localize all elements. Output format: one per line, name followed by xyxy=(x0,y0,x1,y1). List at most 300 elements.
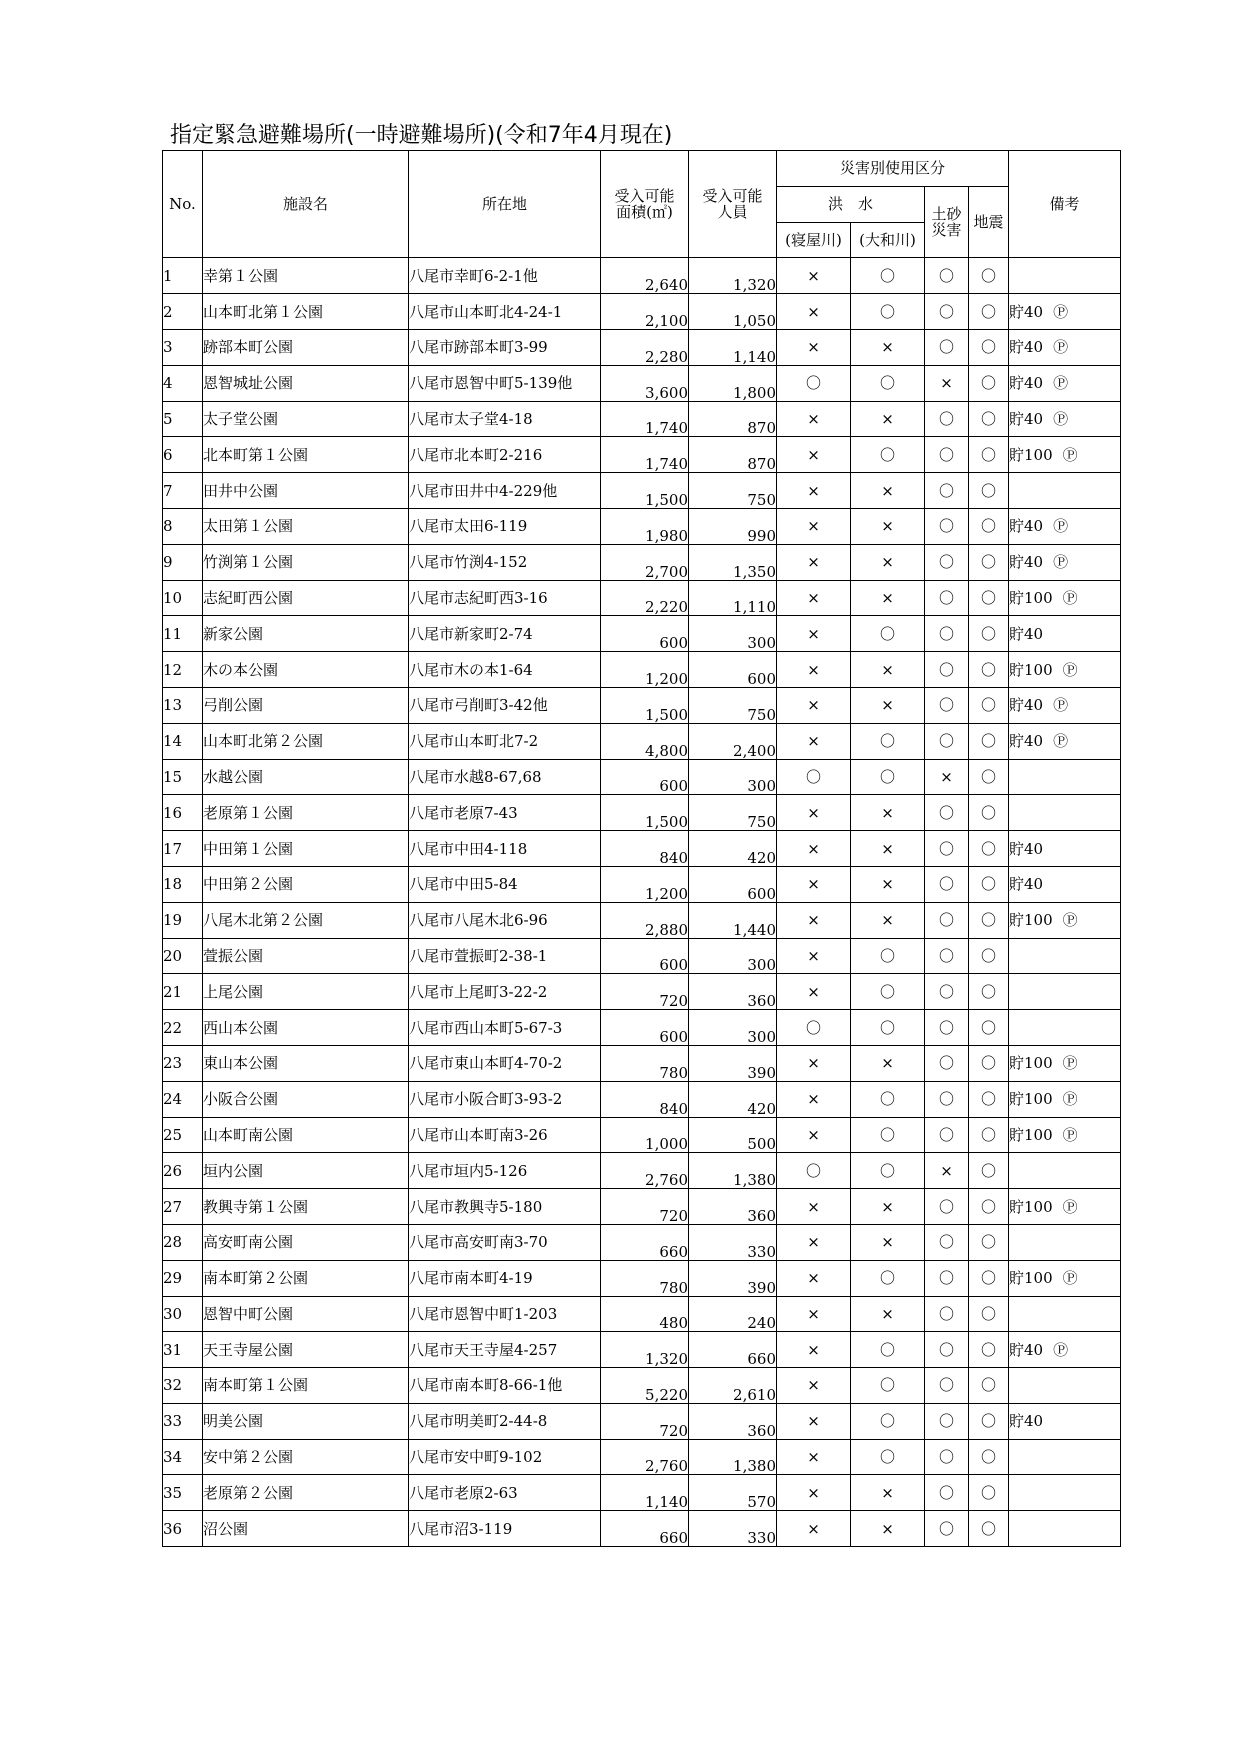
cell-remarks xyxy=(1009,1403,1121,1439)
cell-remarks xyxy=(1009,1475,1121,1511)
cell-area: 780 xyxy=(601,1260,689,1296)
cell-remarks xyxy=(1009,1511,1121,1547)
cell-people: 990 xyxy=(689,508,777,544)
cell-earthquake: 〇 xyxy=(969,1224,1009,1260)
cell-landslide: × xyxy=(925,365,969,401)
cell-remarks xyxy=(1009,1439,1121,1475)
cell-landslide: 〇 xyxy=(925,795,969,831)
cell-area: 1,000 xyxy=(601,1117,689,1153)
remarks-storage: 貯100 xyxy=(1009,1269,1053,1288)
cell-flood-neya: × xyxy=(777,1045,851,1081)
cell-remarks xyxy=(1009,1296,1121,1332)
cell-no: 7 xyxy=(163,473,203,509)
cell-name: 恩智中町公園 xyxy=(203,1296,409,1332)
remarks-storage: 貯40 xyxy=(1009,624,1044,643)
cell-earthquake: 〇 xyxy=(969,759,1009,795)
cell-address: 八尾市西山本町5-67-3 xyxy=(409,1010,601,1046)
cell-flood-yamato: × xyxy=(851,544,925,580)
cell-people: 360 xyxy=(689,1189,777,1225)
cell-name: 恩智城址公園 xyxy=(203,365,409,401)
cell-no: 2 xyxy=(163,294,203,330)
remarks-storage: 貯40 xyxy=(1009,696,1044,715)
cell-flood-neya: × xyxy=(777,508,851,544)
cell-no: 26 xyxy=(163,1153,203,1189)
cell-people: 300 xyxy=(689,616,777,652)
header-name: 施設名 xyxy=(203,151,409,258)
cell-name: 太子堂公園 xyxy=(203,401,409,437)
cell-no: 10 xyxy=(163,580,203,616)
table-header xyxy=(163,151,1121,258)
header-area-line1: 受入可能 xyxy=(614,187,675,206)
cell-no: 9 xyxy=(163,544,203,580)
remarks-storage: 貯40 xyxy=(1009,1412,1044,1431)
cell-flood-neya: × xyxy=(777,1368,851,1404)
table-row xyxy=(163,687,1121,723)
cell-area: 2,100 xyxy=(601,294,689,330)
cell-address: 八尾市中田5-84 xyxy=(409,866,601,902)
remarks-storage: 貯40 xyxy=(1009,1340,1044,1359)
cell-area: 2,280 xyxy=(601,329,689,365)
cell-flood-yamato: × xyxy=(851,652,925,688)
cell-no: 27 xyxy=(163,1189,203,1225)
cell-no: 22 xyxy=(163,1010,203,1046)
cell-flood-yamato: × xyxy=(851,687,925,723)
cell-area: 1,200 xyxy=(601,652,689,688)
cell-landslide: 〇 xyxy=(925,1189,969,1225)
cell-address: 八尾市老原7-43 xyxy=(409,795,601,831)
parking-icon: Ⓟ xyxy=(1053,553,1069,572)
parking-icon: Ⓟ xyxy=(1062,1054,1078,1073)
cell-landslide: 〇 xyxy=(925,1511,969,1547)
cell-remarks xyxy=(1009,759,1121,795)
table-row xyxy=(163,974,1121,1010)
cell-landslide: 〇 xyxy=(925,437,969,473)
cell-no: 14 xyxy=(163,723,203,759)
cell-earthquake: 〇 xyxy=(969,544,1009,580)
cell-flood-neya: × xyxy=(777,795,851,831)
table-row xyxy=(163,401,1121,437)
cell-flood-neya: × xyxy=(777,1475,851,1511)
header-area-line2: 面積(㎡) xyxy=(616,203,673,222)
header-area xyxy=(601,151,689,258)
cell-address: 八尾市山本町南3-26 xyxy=(409,1117,601,1153)
cell-flood-yamato: 〇 xyxy=(851,759,925,795)
cell-area: 1,320 xyxy=(601,1332,689,1368)
cell-flood-neya: × xyxy=(777,1403,851,1439)
cell-address: 八尾市南本町4-19 xyxy=(409,1260,601,1296)
table-row xyxy=(163,580,1121,616)
cell-flood-neya: × xyxy=(777,258,851,294)
table-row xyxy=(163,1153,1121,1189)
table-row xyxy=(163,1045,1121,1081)
cell-remarks xyxy=(1009,687,1121,723)
cell-landslide: × xyxy=(925,1153,969,1189)
cell-flood-neya: × xyxy=(777,1117,851,1153)
table-row xyxy=(163,1224,1121,1260)
cell-flood-yamato: 〇 xyxy=(851,1153,925,1189)
cell-earthquake: 〇 xyxy=(969,1403,1009,1439)
table-row xyxy=(163,1511,1121,1547)
cell-remarks xyxy=(1009,938,1121,974)
cell-area: 1,740 xyxy=(601,401,689,437)
cell-earthquake: 〇 xyxy=(969,795,1009,831)
table-row xyxy=(163,866,1121,902)
header-flood-yamato: (大和川) xyxy=(851,222,925,258)
cell-area: 2,760 xyxy=(601,1153,689,1189)
remarks-storage: 貯100 xyxy=(1009,660,1053,679)
cell-flood-yamato: 〇 xyxy=(851,1010,925,1046)
cell-flood-neya: × xyxy=(777,902,851,938)
shelter-table xyxy=(162,150,1121,1547)
cell-landslide: 〇 xyxy=(925,938,969,974)
cell-flood-yamato: × xyxy=(851,508,925,544)
parking-icon: Ⓟ xyxy=(1062,1269,1078,1288)
cell-no: 17 xyxy=(163,831,203,867)
cell-name: 垣内公園 xyxy=(203,1153,409,1189)
cell-name: 中田第１公園 xyxy=(203,831,409,867)
cell-earthquake: 〇 xyxy=(969,1296,1009,1332)
cell-area: 600 xyxy=(601,759,689,795)
cell-landslide: 〇 xyxy=(925,902,969,938)
parking-icon: Ⓟ xyxy=(1053,302,1069,321)
cell-earthquake: 〇 xyxy=(969,1153,1009,1189)
cell-landslide: 〇 xyxy=(925,1475,969,1511)
table-row xyxy=(163,365,1121,401)
remarks-storage: 貯40 xyxy=(1009,302,1044,321)
cell-no: 16 xyxy=(163,795,203,831)
table-row xyxy=(163,1260,1121,1296)
remarks-storage: 貯100 xyxy=(1009,1090,1053,1109)
cell-name: 竹渕第１公園 xyxy=(203,544,409,580)
cell-flood-yamato: × xyxy=(851,580,925,616)
cell-area: 840 xyxy=(601,831,689,867)
cell-people: 750 xyxy=(689,795,777,831)
cell-no: 12 xyxy=(163,652,203,688)
parking-icon: Ⓟ xyxy=(1062,445,1078,464)
cell-flood-yamato: 〇 xyxy=(851,1403,925,1439)
cell-flood-yamato: 〇 xyxy=(851,938,925,974)
cell-remarks xyxy=(1009,866,1121,902)
cell-flood-neya: 〇 xyxy=(777,1010,851,1046)
cell-name: 志紀町西公園 xyxy=(203,580,409,616)
cell-earthquake: 〇 xyxy=(969,294,1009,330)
cell-area: 480 xyxy=(601,1296,689,1332)
cell-flood-yamato: × xyxy=(851,401,925,437)
remarks-storage: 貯100 xyxy=(1009,1125,1053,1144)
cell-remarks xyxy=(1009,723,1121,759)
cell-people: 870 xyxy=(689,437,777,473)
table-row xyxy=(163,616,1121,652)
cell-earthquake: 〇 xyxy=(969,437,1009,473)
cell-area: 2,880 xyxy=(601,902,689,938)
cell-remarks xyxy=(1009,258,1121,294)
cell-flood-yamato: 〇 xyxy=(851,616,925,652)
cell-name: 木の本公園 xyxy=(203,652,409,688)
header-people-line1: 受入可能 xyxy=(702,187,763,206)
cell-name: 跡部本町公園 xyxy=(203,329,409,365)
cell-no: 11 xyxy=(163,616,203,652)
table-row xyxy=(163,329,1121,365)
cell-flood-yamato: × xyxy=(851,795,925,831)
cell-people: 660 xyxy=(689,1332,777,1368)
header-earthquake: 地震 xyxy=(969,186,1009,258)
cell-name: 老原第２公園 xyxy=(203,1475,409,1511)
cell-no: 6 xyxy=(163,437,203,473)
header-landslide-line2: 災害 xyxy=(931,221,962,240)
cell-name: 天王寺屋公園 xyxy=(203,1332,409,1368)
cell-flood-neya: × xyxy=(777,938,851,974)
cell-flood-yamato: 〇 xyxy=(851,294,925,330)
cell-people: 870 xyxy=(689,401,777,437)
cell-area: 2,640 xyxy=(601,258,689,294)
cell-address: 八尾市高安町南3-70 xyxy=(409,1224,601,1260)
cell-flood-neya: × xyxy=(777,437,851,473)
cell-no: 15 xyxy=(163,759,203,795)
cell-remarks xyxy=(1009,652,1121,688)
cell-flood-neya: × xyxy=(777,544,851,580)
cell-area: 720 xyxy=(601,1189,689,1225)
cell-remarks xyxy=(1009,437,1121,473)
cell-name: 八尾木北第２公園 xyxy=(203,902,409,938)
cell-address: 八尾市安中町9-102 xyxy=(409,1439,601,1475)
cell-address: 八尾市太子堂4-18 xyxy=(409,401,601,437)
parking-icon: Ⓟ xyxy=(1053,374,1069,393)
table-body xyxy=(163,258,1121,1547)
cell-area: 1,980 xyxy=(601,508,689,544)
cell-people: 240 xyxy=(689,1296,777,1332)
cell-people: 420 xyxy=(689,831,777,867)
cell-flood-neya: × xyxy=(777,401,851,437)
cell-address: 八尾市恩智中町5-139他 xyxy=(409,365,601,401)
cell-area: 3,600 xyxy=(601,365,689,401)
cell-no: 21 xyxy=(163,974,203,1010)
table-row xyxy=(163,831,1121,867)
cell-no: 5 xyxy=(163,401,203,437)
cell-flood-yamato: × xyxy=(851,1045,925,1081)
cell-no: 29 xyxy=(163,1260,203,1296)
cell-name: 幸第１公園 xyxy=(203,258,409,294)
cell-address: 八尾市志紀町西3-16 xyxy=(409,580,601,616)
page-title: 指定緊急避難場所(一時避難場所)(令和7年4月現在) xyxy=(170,123,673,148)
table-row xyxy=(163,1332,1121,1368)
table-row xyxy=(163,1010,1121,1046)
cell-name: 山本町北第２公園 xyxy=(203,723,409,759)
remarks-storage: 貯40 xyxy=(1009,374,1044,393)
table-row xyxy=(163,1368,1121,1404)
cell-name: 山本町北第１公園 xyxy=(203,294,409,330)
cell-flood-neya: × xyxy=(777,580,851,616)
cell-flood-neya: × xyxy=(777,1296,851,1332)
cell-people: 1,380 xyxy=(689,1153,777,1189)
cell-people: 1,050 xyxy=(689,294,777,330)
cell-area: 780 xyxy=(601,1045,689,1081)
cell-earthquake: 〇 xyxy=(969,1189,1009,1225)
cell-flood-yamato: 〇 xyxy=(851,974,925,1010)
cell-no: 13 xyxy=(163,687,203,723)
cell-landslide: 〇 xyxy=(925,1081,969,1117)
cell-earthquake: 〇 xyxy=(969,401,1009,437)
remarks-storage: 貯40 xyxy=(1009,875,1044,894)
parking-icon: Ⓟ xyxy=(1053,409,1069,428)
cell-earthquake: 〇 xyxy=(969,1045,1009,1081)
cell-address: 八尾市山本町北4-24-1 xyxy=(409,294,601,330)
cell-landslide: 〇 xyxy=(925,544,969,580)
cell-area: 2,220 xyxy=(601,580,689,616)
cell-landslide: 〇 xyxy=(925,1439,969,1475)
cell-landslide: 〇 xyxy=(925,294,969,330)
cell-landslide: 〇 xyxy=(925,1010,969,1046)
cell-no: 24 xyxy=(163,1081,203,1117)
header-people-line2: 人員 xyxy=(717,203,748,222)
cell-flood-neya: 〇 xyxy=(777,1153,851,1189)
cell-remarks xyxy=(1009,1332,1121,1368)
cell-no: 20 xyxy=(163,938,203,974)
cell-no: 18 xyxy=(163,866,203,902)
cell-name: 萱振公園 xyxy=(203,938,409,974)
header-disaster-group: 災害別使用区分 xyxy=(777,151,1009,187)
cell-address: 八尾市八尾木北6-96 xyxy=(409,902,601,938)
cell-landslide: 〇 xyxy=(925,1368,969,1404)
cell-area: 840 xyxy=(601,1081,689,1117)
cell-address: 八尾市田井中4-229他 xyxy=(409,473,601,509)
cell-people: 1,350 xyxy=(689,544,777,580)
cell-remarks xyxy=(1009,1260,1121,1296)
cell-flood-yamato: 〇 xyxy=(851,1260,925,1296)
cell-remarks xyxy=(1009,795,1121,831)
cell-name: 山本町南公園 xyxy=(203,1117,409,1153)
cell-remarks xyxy=(1009,1081,1121,1117)
cell-address: 八尾市跡部本町3-99 xyxy=(409,329,601,365)
cell-people: 420 xyxy=(689,1081,777,1117)
cell-earthquake: 〇 xyxy=(969,866,1009,902)
cell-flood-neya: × xyxy=(777,723,851,759)
parking-icon: Ⓟ xyxy=(1062,660,1078,679)
table-row xyxy=(163,1296,1121,1332)
cell-remarks xyxy=(1009,329,1121,365)
cell-people: 390 xyxy=(689,1045,777,1081)
table-row xyxy=(163,544,1121,580)
cell-name: 北本町第１公園 xyxy=(203,437,409,473)
cell-landslide: 〇 xyxy=(925,616,969,652)
cell-address: 八尾市北本町2-216 xyxy=(409,437,601,473)
cell-flood-yamato: 〇 xyxy=(851,437,925,473)
cell-name: 沼公園 xyxy=(203,1511,409,1547)
cell-people: 330 xyxy=(689,1511,777,1547)
cell-name: 水越公園 xyxy=(203,759,409,795)
cell-landslide: 〇 xyxy=(925,580,969,616)
cell-earthquake: 〇 xyxy=(969,580,1009,616)
cell-no: 25 xyxy=(163,1117,203,1153)
cell-earthquake: 〇 xyxy=(969,1439,1009,1475)
cell-area: 660 xyxy=(601,1511,689,1547)
cell-landslide: 〇 xyxy=(925,1117,969,1153)
cell-address: 八尾市木の本1-64 xyxy=(409,652,601,688)
cell-name: 明美公園 xyxy=(203,1403,409,1439)
cell-remarks xyxy=(1009,294,1121,330)
cell-earthquake: 〇 xyxy=(969,365,1009,401)
cell-remarks xyxy=(1009,1010,1121,1046)
cell-name: 東山本公園 xyxy=(203,1045,409,1081)
cell-remarks xyxy=(1009,544,1121,580)
cell-flood-neya: × xyxy=(777,1224,851,1260)
cell-flood-yamato: × xyxy=(851,1296,925,1332)
cell-people: 600 xyxy=(689,866,777,902)
remarks-storage: 貯40 xyxy=(1009,553,1044,572)
cell-area: 2,700 xyxy=(601,544,689,580)
cell-name: 高安町南公園 xyxy=(203,1224,409,1260)
cell-area: 1,140 xyxy=(601,1475,689,1511)
table-row xyxy=(163,258,1121,294)
cell-remarks xyxy=(1009,1045,1121,1081)
cell-flood-neya: × xyxy=(777,831,851,867)
cell-name: 南本町第２公園 xyxy=(203,1260,409,1296)
cell-flood-neya: × xyxy=(777,1439,851,1475)
cell-earthquake: 〇 xyxy=(969,902,1009,938)
cell-flood-yamato: × xyxy=(851,473,925,509)
cell-address: 八尾市天王寺屋4-257 xyxy=(409,1332,601,1368)
parking-icon: Ⓟ xyxy=(1062,1197,1078,1216)
cell-people: 570 xyxy=(689,1475,777,1511)
cell-people: 1,440 xyxy=(689,902,777,938)
cell-flood-yamato: × xyxy=(851,1511,925,1547)
cell-flood-yamato: × xyxy=(851,1189,925,1225)
cell-flood-neya: × xyxy=(777,1511,851,1547)
cell-name: 教興寺第１公園 xyxy=(203,1189,409,1225)
cell-earthquake: 〇 xyxy=(969,1081,1009,1117)
header-flood: 洪 水 xyxy=(777,186,925,222)
cell-name: 小阪合公園 xyxy=(203,1081,409,1117)
cell-people: 600 xyxy=(689,652,777,688)
cell-flood-yamato: × xyxy=(851,902,925,938)
cell-remarks xyxy=(1009,1189,1121,1225)
cell-address: 八尾市萱振町2-38-1 xyxy=(409,938,601,974)
cell-no: 4 xyxy=(163,365,203,401)
cell-people: 1,110 xyxy=(689,580,777,616)
cell-landslide: × xyxy=(925,759,969,795)
cell-flood-neya: × xyxy=(777,1332,851,1368)
remarks-storage: 貯100 xyxy=(1009,588,1053,607)
cell-name: 安中第２公園 xyxy=(203,1439,409,1475)
cell-remarks xyxy=(1009,508,1121,544)
cell-earthquake: 〇 xyxy=(969,1332,1009,1368)
cell-no: 34 xyxy=(163,1439,203,1475)
cell-flood-yamato: × xyxy=(851,329,925,365)
cell-landslide: 〇 xyxy=(925,1332,969,1368)
cell-landslide: 〇 xyxy=(925,723,969,759)
cell-people: 500 xyxy=(689,1117,777,1153)
cell-name: 太田第１公園 xyxy=(203,508,409,544)
table-row xyxy=(163,1475,1121,1511)
table-row xyxy=(163,759,1121,795)
cell-address: 八尾市太田6-119 xyxy=(409,508,601,544)
cell-address: 八尾市教興寺5-180 xyxy=(409,1189,601,1225)
remarks-storage: 貯40 xyxy=(1009,732,1044,751)
parking-icon: Ⓟ xyxy=(1053,696,1069,715)
cell-landslide: 〇 xyxy=(925,1045,969,1081)
header-no: No. xyxy=(163,151,203,258)
cell-landslide: 〇 xyxy=(925,258,969,294)
header-address: 所在地 xyxy=(409,151,601,258)
cell-area: 1,500 xyxy=(601,795,689,831)
cell-earthquake: 〇 xyxy=(969,1475,1009,1511)
cell-no: 33 xyxy=(163,1403,203,1439)
cell-no: 1 xyxy=(163,258,203,294)
cell-area: 600 xyxy=(601,616,689,652)
cell-no: 35 xyxy=(163,1475,203,1511)
cell-name: 弓削公園 xyxy=(203,687,409,723)
cell-people: 750 xyxy=(689,473,777,509)
remarks-storage: 貯40 xyxy=(1009,338,1044,357)
